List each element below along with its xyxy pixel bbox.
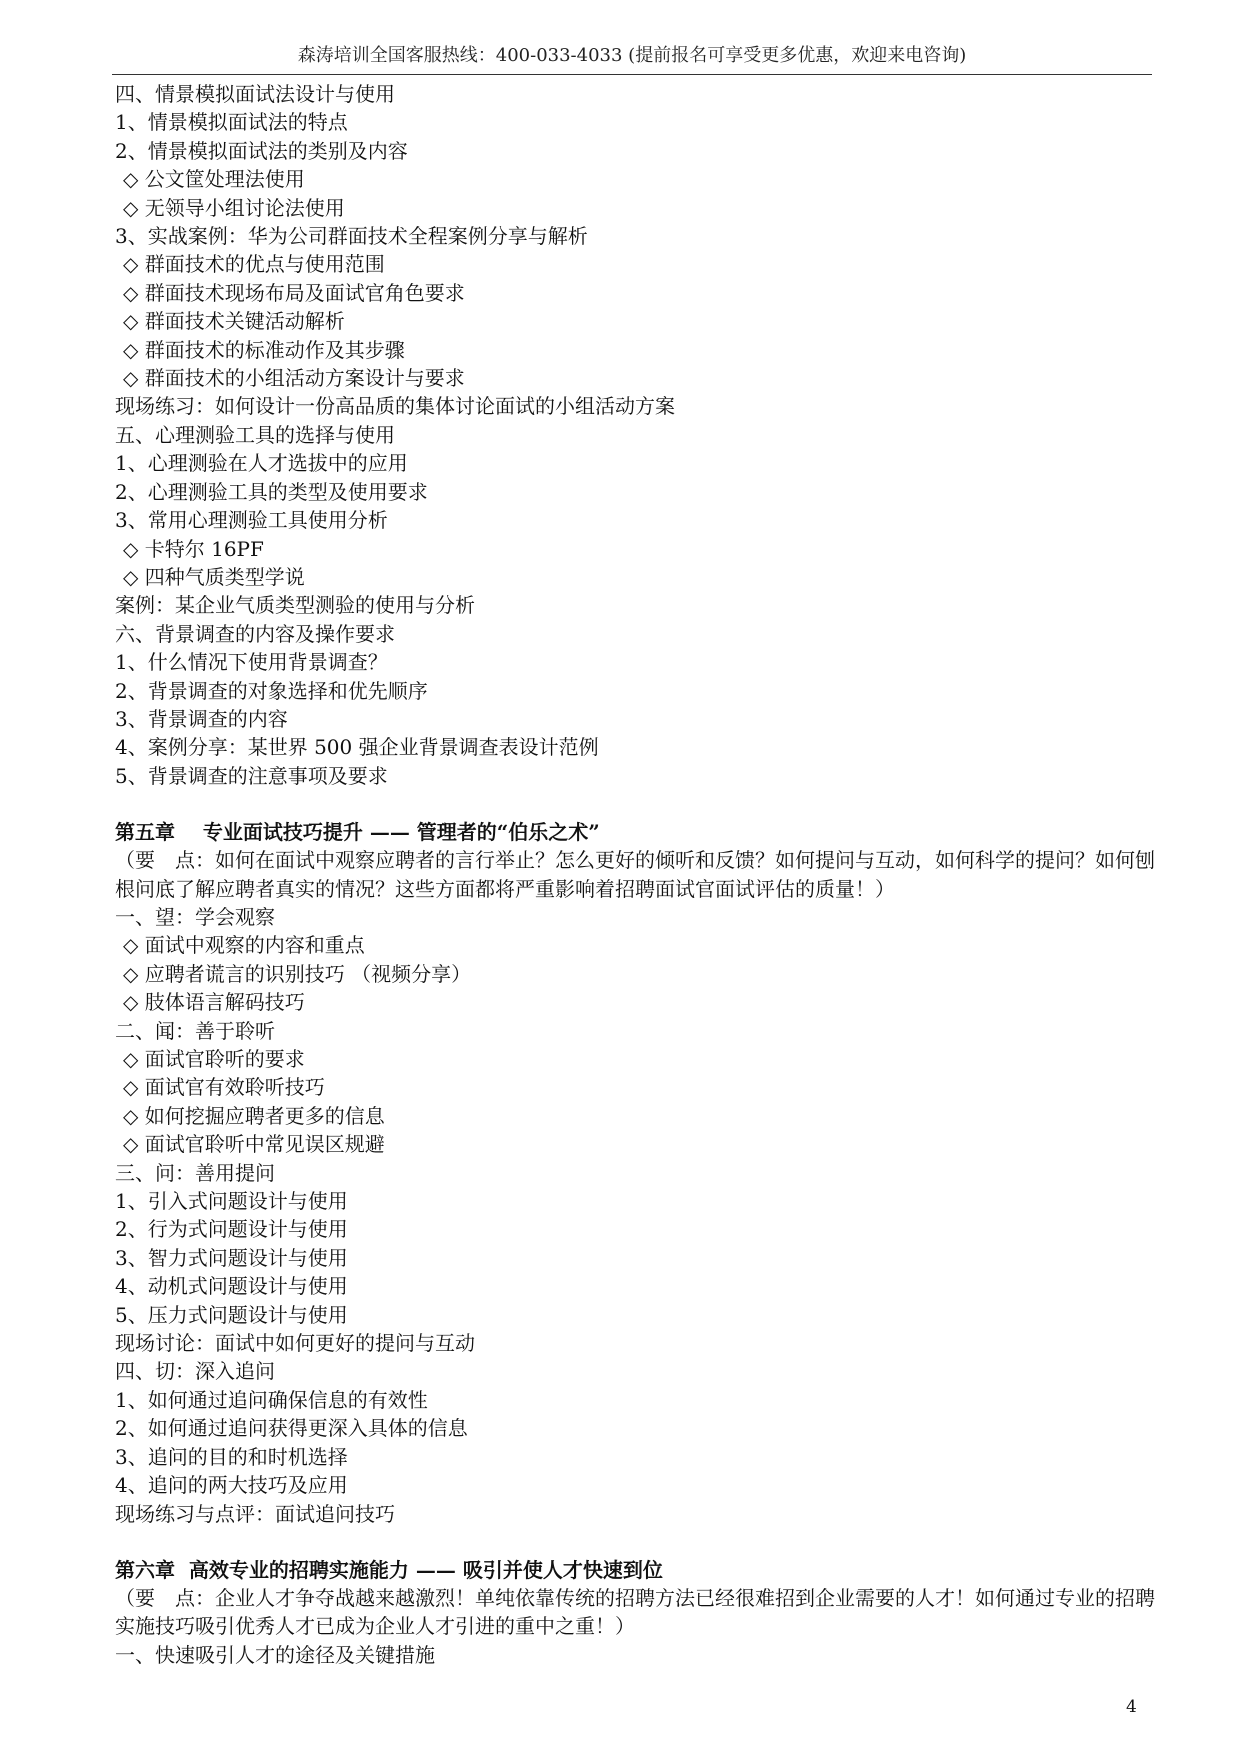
outline-item: 3、背景调查的内容 <box>115 706 288 731</box>
outline-item: 3、追问的目的和时机选择 <box>115 1444 348 1469</box>
bullet-item: ◇ 面试官聆听的要求 <box>123 1047 305 1071</box>
outline-item: 5、压力式问题设计与使用 <box>115 1302 348 1327</box>
outline-item: 现场讨论：面试中如何更好的提问与互动 <box>115 1331 475 1356</box>
section-spacer <box>115 790 1160 818</box>
chapter-heading: 第六章 高效专业的招聘实施能力 —— 吸引并使人才快速到位 <box>115 1557 663 1582</box>
outline-item: 1、引入式问题设计与使用 <box>115 1189 348 1214</box>
outline-item: 5、背景调查的注意事项及要求 <box>115 763 388 788</box>
outline-item: 六、背景调查的内容及操作要求 <box>115 621 395 646</box>
outline-item: 1、心理测验在人才选拔中的应用 <box>115 451 408 476</box>
bullet-item: ◇ 四种气质类型学说 <box>123 564 305 589</box>
outline-item: 2、行为式问题设计与使用 <box>115 1217 348 1242</box>
outline-item: 3、常用心理测验工具使用分析 <box>115 508 388 533</box>
chapter-key-points: （要 点：如何在面试中观察应聘者的言行举止？怎么更好的倾听和反馈？如何提问与互动，如何科学的提问？如何刨根问底了解应聘者真实的情况？这些方面都将严重影响着招聘面试官面试评估的质量！） <box>115 848 1155 901</box>
outline-item: 1、什么情况下使用背景调查？ <box>115 650 388 675</box>
document-body <box>115 80 1160 1669</box>
outline-item: 2、背景调查的对象选择和优先顺序 <box>115 678 428 703</box>
outline-item: 2、心理测验工具的类型及使用要求 <box>115 479 428 504</box>
outline-item: 现场练习与点评：面试追问技巧 <box>115 1501 395 1526</box>
bullet-item: ◇ 面试官聆听中常见误区规避 <box>123 1132 385 1157</box>
header-rule <box>112 74 1152 75</box>
bullet-item: ◇ 面试中观察的内容和重点 <box>123 933 365 958</box>
outline-item: 一、望：学会观察 <box>115 904 275 929</box>
outline-item: 现场练习：如何设计一份高品质的集体讨论面试的小组活动方案 <box>115 394 675 419</box>
outline-item: 一、快速吸引人才的途径及关键措施 <box>115 1642 435 1667</box>
outline-item: 1、情景模拟面试法的特点 <box>115 110 348 135</box>
page-number: 4 <box>1126 1697 1137 1717</box>
outline-item: 1、如何通过追问确保信息的有效性 <box>115 1387 428 1412</box>
outline-item: 案例：某企业气质类型测验的使用与分析 <box>115 593 475 618</box>
bullet-item: ◇ 群面技术的标准动作及其步骤 <box>123 337 405 362</box>
bullet-item: ◇ 群面技术的小组活动方案设计与要求 <box>123 366 465 391</box>
outline-item: 4、案例分享：某世界 500 强企业背景调查表设计范例 <box>115 735 599 760</box>
bullet-item: ◇ 群面技术现场布局及面试官角色要求 <box>123 280 465 305</box>
bullet-item: ◇ 肢体语言解码技巧 <box>123 990 305 1015</box>
outline-item: 二、闻：善于聆听 <box>115 1018 275 1043</box>
outline-item: 四、情景模拟面试法设计与使用 <box>115 82 395 106</box>
bullet-item: ◇ 如何挖掘应聘者更多的信息 <box>123 1103 385 1128</box>
bullet-item: ◇ 无领导小组讨论法使用 <box>123 195 345 220</box>
outline-item: 2、如何通过追问获得更深入具体的信息 <box>115 1416 468 1441</box>
outline-item: 4、动机式问题设计与使用 <box>115 1274 348 1299</box>
outline-item: 3、实战案例：华为公司群面技术全程案例分享与解析 <box>115 224 588 249</box>
chapter-key-points: （要 点：企业人才争夺战越来越激烈！单纯依靠传统的招聘方法已经很难招到企业需要的人才！如何通过专业的招聘实施技巧吸引优秀人才已成为企业人才引进的重中之重！） <box>115 1585 1155 1639</box>
bullet-item: ◇ 公文筐处理法使用 <box>123 167 305 192</box>
outline-item: 2、情景模拟面试法的类别及内容 <box>115 138 408 163</box>
outline-item: 3、智力式问题设计与使用 <box>115 1245 348 1270</box>
page-header: 森涛培训全国客服热线：400-033-4033 (提前报名可享受更多优惠，欢迎来电咨询) <box>297 45 967 66</box>
bullet-item: ◇ 群面技术关键活动解析 <box>123 309 345 334</box>
outline-item: 三、问：善用提问 <box>115 1160 275 1185</box>
section-spacer <box>115 1528 1160 1556</box>
chapter-heading: 第五章 专业面试技巧提升 —— 管理者的“伯乐之术” <box>115 820 600 845</box>
bullet-item: ◇ 应聘者谎言的识别技巧 （视频分享） <box>123 961 472 986</box>
bullet-item: ◇ 卡特尔 16PF <box>123 536 264 561</box>
outline-item: 四、切：深入追问 <box>115 1359 275 1384</box>
outline-item: 五、心理测验工具的选择与使用 <box>115 422 395 447</box>
bullet-item: ◇ 群面技术的优点与使用范围 <box>123 252 385 277</box>
bullet-item: ◇ 面试官有效聆听技巧 <box>123 1075 325 1100</box>
outline-item: 4、追问的两大技巧及应用 <box>115 1473 348 1498</box>
